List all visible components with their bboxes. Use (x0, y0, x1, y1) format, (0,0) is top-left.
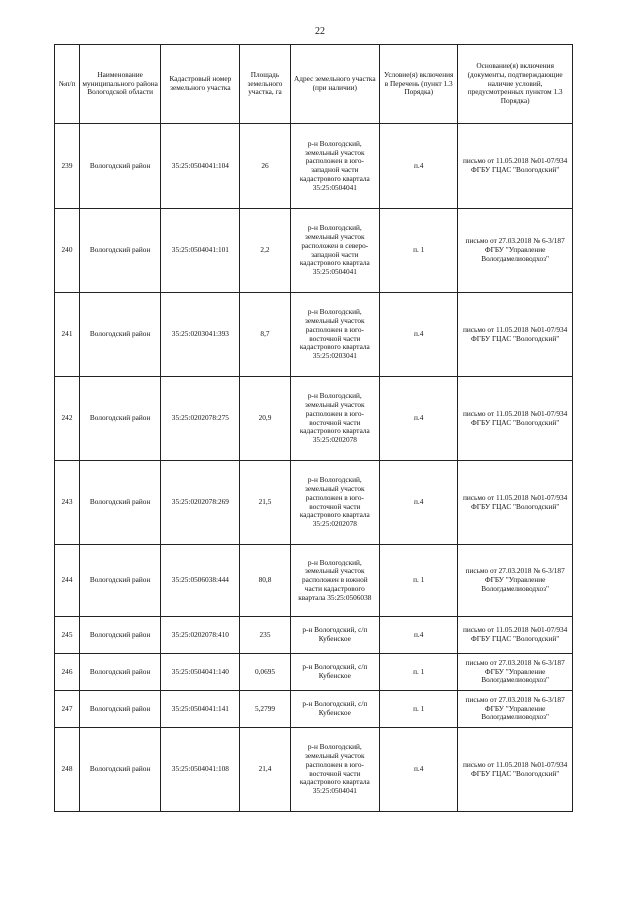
cell-area: 235 (240, 617, 290, 654)
land-plots-table (54, 44, 573, 812)
cell-address: р-н Вологодский, земельный участок расположен в северо-западной части кадастрового квартала 35:25:0504041 (290, 209, 380, 293)
cell-condition: п.4 (380, 461, 458, 545)
table-row (55, 654, 573, 691)
cell-address: р-н Вологодский, земельный участок расположен в юго-восточной части кадастрового квартала 35:25:0203041 (290, 293, 380, 377)
cell-basis: письмо от 11.05.2018 №01-07/934 ФГБУ ГЦАС "Вологодский" (458, 461, 573, 545)
cell-basis: письмо от 27.03.2018 № 6-3/187 ФГБУ "Управление Вологдамелиоводхоз" (458, 209, 573, 293)
cell-district: Вологодский район (80, 691, 161, 728)
cell-number: 248 (55, 728, 80, 812)
table-header (55, 45, 573, 124)
table-row (55, 293, 573, 377)
header-district: Наименование муниципального района Вологодской области (80, 45, 161, 124)
cell-address: р-н Вологодский, земельный участок расположен в юго-восточной части кадастрового квартала 35:25:0504041 (290, 728, 380, 812)
table-row (55, 461, 573, 545)
cell-cadastral: 35:25:0506038:444 (161, 545, 240, 617)
cell-cadastral: 35:25:0504041:101 (161, 209, 240, 293)
cell-area: 2,2 (240, 209, 290, 293)
cell-basis: письмо от 11.05.2018 №01-07/934 ФГБУ ГЦАС "Вологодский" (458, 293, 573, 377)
cell-cadastral: 35:25:0202078:269 (161, 461, 240, 545)
cell-number: 240 (55, 209, 80, 293)
cell-number: 244 (55, 545, 80, 617)
cell-condition: п. 1 (380, 691, 458, 728)
header-area: Площадь земельного участка, га (240, 45, 290, 124)
table-row (55, 691, 573, 728)
cell-address: р-н Вологодский, с/п Кубенское (290, 617, 380, 654)
cell-area: 26 (240, 124, 290, 209)
cell-condition: п. 1 (380, 654, 458, 691)
cell-cadastral: 35:25:0202078:275 (161, 377, 240, 461)
cell-condition: п.4 (380, 377, 458, 461)
cell-number: 242 (55, 377, 80, 461)
cell-number: 245 (55, 617, 80, 654)
table-row (55, 377, 573, 461)
cell-condition: п.4 (380, 728, 458, 812)
table-row (55, 728, 573, 812)
cell-basis: письмо от 11.05.2018 №01-07/934 ФГБУ ГЦАС "Вологодский" (458, 617, 573, 654)
cell-basis: письмо от 27.03.2018 № 6-3/187 ФГБУ "Управление Вологдамелиоводхоз" (458, 691, 573, 728)
cell-number: 239 (55, 124, 80, 209)
cell-basis: письмо от 27.03.2018 № 6-3/187 ФГБУ "Управление Вологдамелиоводхоз" (458, 545, 573, 617)
cell-district: Вологодский район (80, 654, 161, 691)
cell-number: 243 (55, 461, 80, 545)
cell-cadastral: 35:25:0504041:104 (161, 124, 240, 209)
cell-address: р-н Вологодский, земельный участок расположен в южной части кадастрового квартала 35:25:0506038 (290, 545, 380, 617)
cell-area: 80,8 (240, 545, 290, 617)
cell-basis: письмо от 11.05.2018 №01-07/934 ФГБУ ГЦАС "Вологодский" (458, 124, 573, 209)
cell-basis: письмо от 27.03.2018 № 6-3/187 ФГБУ "Управление Вологдамелиоводхоз" (458, 654, 573, 691)
page-number: 22 (315, 26, 325, 37)
cell-district: Вологодский район (80, 209, 161, 293)
cell-area: 21,4 (240, 728, 290, 812)
cell-cadastral: 35:25:0202078:410 (161, 617, 240, 654)
cell-address: р-н Вологодский, с/п Кубенское (290, 654, 380, 691)
cell-district: Вологодский район (80, 461, 161, 545)
cell-district: Вологодский район (80, 124, 161, 209)
cell-address: р-н Вологодский, земельный участок расположен в юго-восточной части кадастрового квартала 35:25:0202078 (290, 461, 380, 545)
cell-basis: письмо от 11.05.2018 №01-07/934 ФГБУ ГЦАС "Вологодский" (458, 728, 573, 812)
cell-district: Вологодский район (80, 728, 161, 812)
cell-address: р-н Вологодский, земельный участок расположен в юго-восточной части кадастрового квартала 35:25:0202078 (290, 377, 380, 461)
header-number: №п/п (55, 45, 80, 124)
header-address: Адрес земельного участка (при наличии) (290, 45, 380, 124)
cell-number: 246 (55, 654, 80, 691)
cell-cadastral: 35:25:0504041:108 (161, 728, 240, 812)
cell-condition: п.4 (380, 617, 458, 654)
cell-area: 0,0695 (240, 654, 290, 691)
cell-address: р-н Вологодский, с/п Кубенское (290, 691, 380, 728)
cell-cadastral: 35:25:0504041:141 (161, 691, 240, 728)
header-condition: Условие(я) включения в Перечень (пункт 1.3 Порядка) (380, 45, 458, 124)
cell-area: 5,2799 (240, 691, 290, 728)
header-cadastral: Кадастровый номер земельного участка (161, 45, 240, 124)
header-basis: Основание(я) включения (документы, подтверждающие наличие условий, предусмотренных пунктом 1.3 Порядка) (458, 45, 573, 124)
cell-basis: письмо от 11.05.2018 №01-07/934 ФГБУ ГЦАС "Вологодский" (458, 377, 573, 461)
cell-address: р-н Вологодский, земельный участок расположен в юго-западной части кадастрового квартала 35:25:0504041 (290, 124, 380, 209)
table-row (55, 209, 573, 293)
cell-district: Вологодский район (80, 617, 161, 654)
cell-district: Вологодский район (80, 377, 161, 461)
cell-number: 247 (55, 691, 80, 728)
cell-area: 21,5 (240, 461, 290, 545)
cell-condition: п. 1 (380, 209, 458, 293)
cell-area: 8,7 (240, 293, 290, 377)
cell-condition: п. 1 (380, 545, 458, 617)
cell-condition: п.4 (380, 124, 458, 209)
cell-district: Вологодский район (80, 545, 161, 617)
table-row (55, 124, 573, 209)
cell-area: 20,9 (240, 377, 290, 461)
cell-cadastral: 35:25:0203041:393 (161, 293, 240, 377)
cell-cadastral: 35:25:0504041:140 (161, 654, 240, 691)
cell-number: 241 (55, 293, 80, 377)
cell-district: Вологодский район (80, 293, 161, 377)
table-row (55, 545, 573, 617)
table-row (55, 617, 573, 654)
table-body (55, 124, 573, 812)
cell-condition: п.4 (380, 293, 458, 377)
